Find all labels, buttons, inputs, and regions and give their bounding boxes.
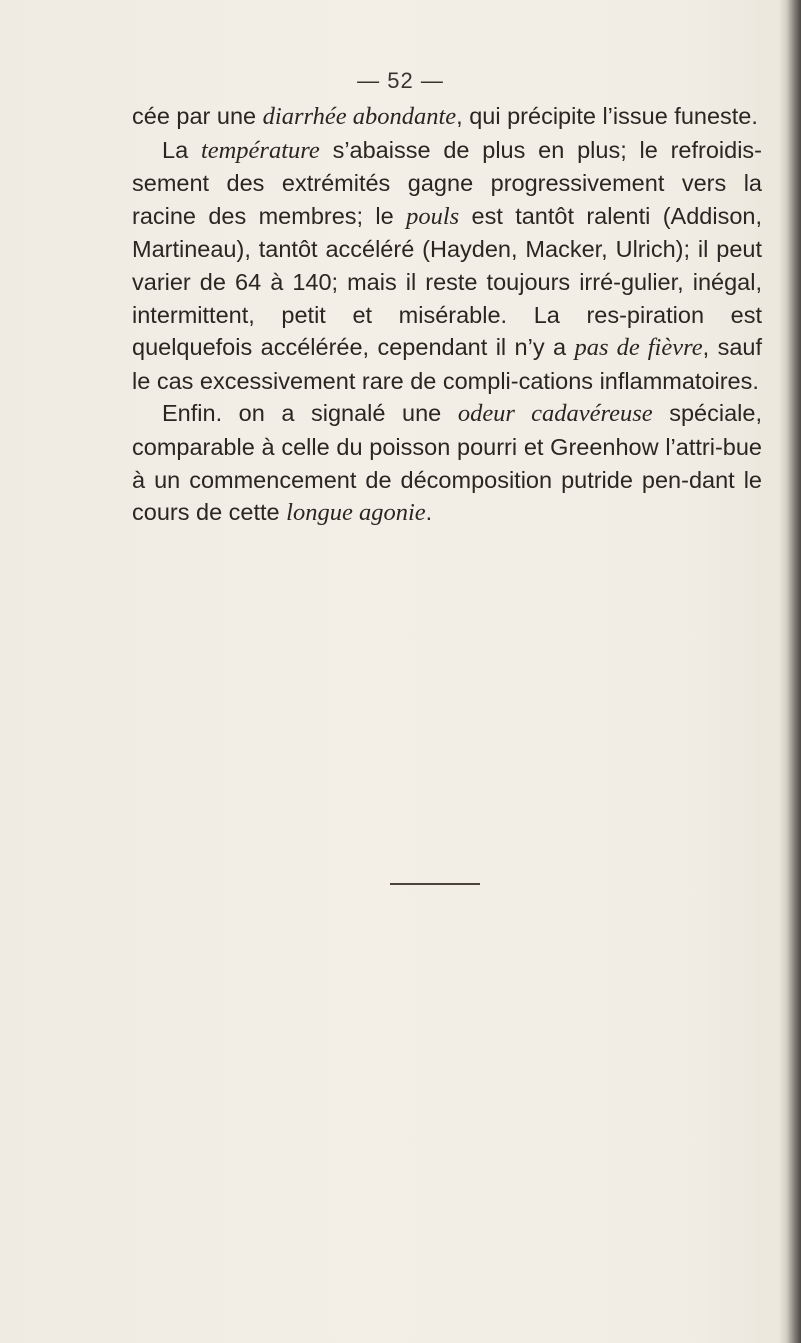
section-divider-rule bbox=[390, 883, 480, 885]
text-run: Enfin. on a signalé une bbox=[162, 400, 458, 427]
paragraph bbox=[132, 397, 762, 529]
italic-run: longue agonie bbox=[286, 499, 426, 527]
text-run: spéciale, comparable à celle du poisson pourri et Greenhow l’attri-bue à un commencement de décomposition putride pen-dant le cours de cette bbox=[132, 400, 762, 526]
italic-run: odeur cadavéreuse bbox=[457, 400, 653, 428]
text-run: , qui précipite l’issue funeste. bbox=[456, 103, 758, 129]
text-run: s’abaisse de plus en plus; le refroidis-sement des extrémités gagne progressivement vers la racine des membres; le bbox=[132, 136, 762, 229]
italic-run: température bbox=[200, 136, 320, 164]
page-number: — 52 — bbox=[357, 68, 444, 93]
text-run: est tantôt ralenti (Addison, Martineau), tantôt accéléré (Hayden, Macker, Ulrich); il peut varier de 64 à 140; mais il reste toujours irré-gulier, inégal, intermittent, petit et misérable. La res-piration est quelquefois accélérée, cependant il n’y a bbox=[132, 202, 762, 361]
paragraph bbox=[132, 134, 762, 398]
page-binding-edge bbox=[779, 0, 801, 1343]
paragraph bbox=[132, 100, 762, 134]
italic-run: pouls bbox=[406, 202, 460, 230]
italic-run: pas de fièvre bbox=[574, 334, 703, 362]
body-text bbox=[132, 100, 762, 530]
text-run: . bbox=[425, 499, 433, 526]
text-run: , sauf le cas excessivement rare de compli-cations inflammatoires. bbox=[132, 334, 762, 394]
italic-run: diarrhée abondante bbox=[262, 103, 457, 130]
text-run: cée par une bbox=[132, 103, 263, 129]
text-run: La bbox=[162, 136, 201, 163]
